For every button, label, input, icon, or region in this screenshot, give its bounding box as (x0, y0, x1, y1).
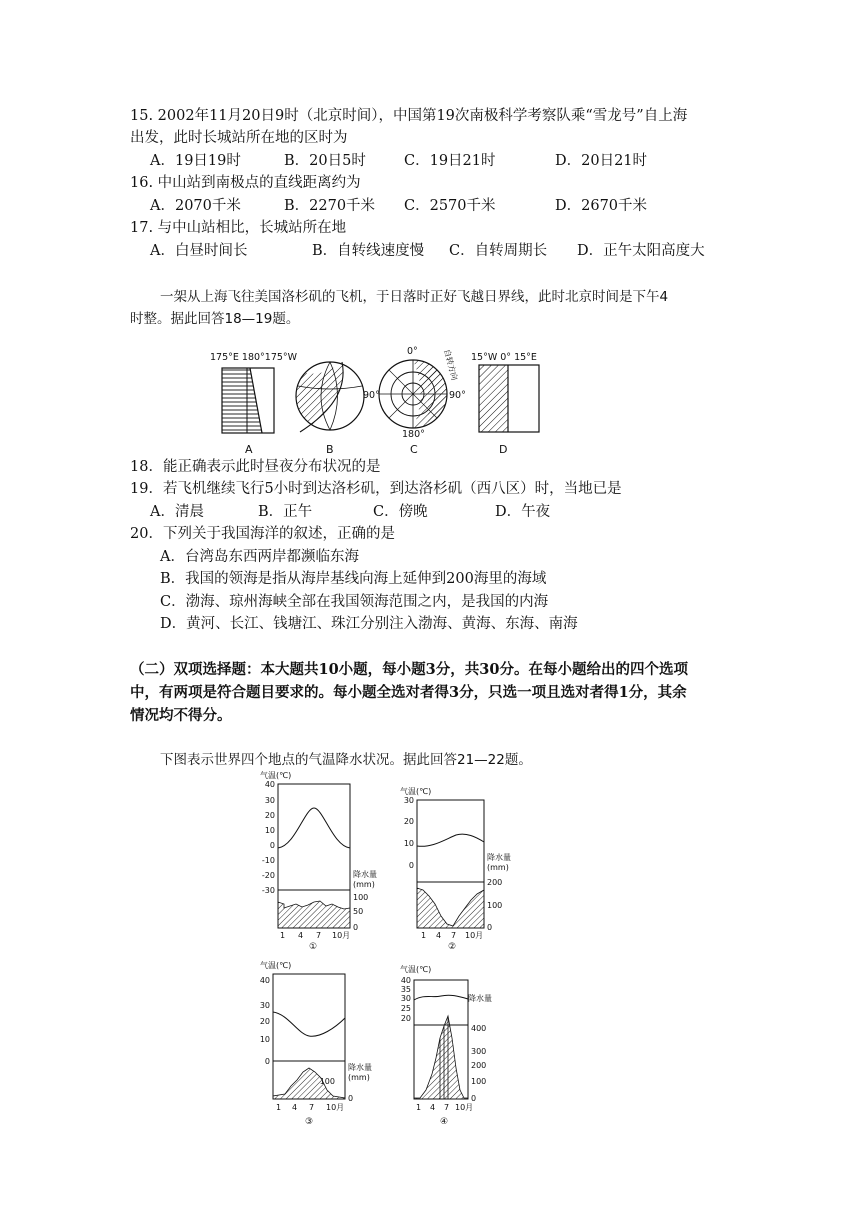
chart2-temp-axis-label: 气温(℃) (400, 787, 432, 796)
chart2-temp-tick: 10 (403, 839, 414, 848)
q20-option-b: B．我国的领海是指从海岸基线向海上延伸到200海里的海域 (160, 571, 547, 587)
q20-option-c: C．渤海、琼州海峡全部在我国领海范围之内，是我国的内海 (160, 594, 549, 610)
climate-charts (0, 768, 860, 1128)
q16-option-b: B．2270千米 (284, 198, 376, 214)
chart4-id: ④ (440, 1117, 449, 1127)
chart1-temp-axis-label: 气温(℃) (260, 771, 292, 780)
q15-option-c: C．19日21时 (404, 153, 496, 169)
q19-option-a: A．清晨 (150, 504, 204, 520)
chart1-temp-tick: -10 (261, 856, 275, 865)
chart1-precip-tick: 100 (353, 893, 369, 902)
q17-option-c: C．自转周期长 (449, 243, 548, 259)
chart2-precip-unit: (mm) (487, 863, 509, 872)
chart3-month: 4 (292, 1103, 298, 1112)
chart3-temp-tick: 30 (259, 1001, 270, 1010)
chart1-id: ① (309, 942, 318, 952)
chart4-temp-tick: 40 (400, 976, 411, 985)
chart2-precip-tick: 200 (487, 878, 503, 887)
chart3-temp-tick: 0 (264, 1057, 270, 1066)
chart4-month: 4 (430, 1103, 436, 1112)
fig-d-meridian-labels: 15°W 0° 15°E (471, 352, 537, 363)
chart2-month: 10月 (465, 931, 484, 940)
chart3-id: ③ (305, 1117, 314, 1127)
q19-option-b: B．正午 (258, 504, 313, 520)
chart1-month: 4 (298, 931, 304, 940)
chart1-temp-tick: -30 (261, 886, 275, 895)
q17-stem: 17. 与中山站相比，长城站所在地 (130, 220, 347, 236)
chart3-temp-axis-label: 气温(℃) (260, 961, 292, 970)
chart4-temp-tick: 25 (400, 1004, 411, 1013)
chart4-temp-tick: 35 (400, 985, 411, 994)
chart2-precip-tick: 0 (487, 923, 493, 932)
q17-option-a: A．白昼时间长 (150, 243, 248, 259)
chart4-month: 1 (416, 1103, 422, 1112)
chart2-precip-tick: 100 (487, 901, 503, 910)
chart3-precip-unit: (mm) (348, 1073, 370, 1082)
chart1-precip-unit: (mm) (353, 880, 375, 889)
q20-option-d: D．黄河、长江、钱塘江、珠江分别注入渤海、黄海、东海、南海 (160, 616, 578, 632)
chart4-temp-tick: 30 (400, 994, 411, 1003)
fig-c-right-label: 90° (449, 390, 466, 401)
q17-option-b: B．自转线速度慢 (312, 243, 425, 259)
chart4-precip-tick: 400 (471, 1024, 487, 1033)
chart4-temp-tick: 20 (400, 1014, 411, 1023)
q17-option-d: D．正午太阳高度大 (577, 243, 705, 259)
chart1-temp-tick: 10 (264, 826, 275, 835)
section2-line3: 情况均不得分。 (130, 707, 232, 724)
chart1-month: 1 (280, 931, 286, 940)
chart1-temp-tick: 0 (269, 841, 275, 850)
q19-stem: 19．若飞机继续飞行5小时到达洛杉矶，到达洛杉矶（西八区）时，当地已是 (130, 481, 622, 497)
intro-18-line2: 时整。据此回答18—19题。 (130, 311, 300, 327)
fig-b-diagram (296, 362, 364, 435)
fig-b-label: B (326, 443, 334, 456)
chart3-month: 7 (309, 1103, 315, 1112)
fig-c-left-label: 90° (363, 390, 380, 401)
section2-line2: 中，有两项是符合题目要求的。每小题全选对者得3分，只选一项且选对者得1分，其余 (130, 684, 687, 701)
chart1-month: 10月 (332, 931, 351, 940)
chart2-month: 4 (436, 931, 442, 940)
chart4-precip-axis-label: 降水量 (468, 994, 492, 1003)
chart1-temp-tick: -20 (261, 871, 275, 880)
chart3-precip-tick: 100 (319, 1077, 335, 1086)
chart3-precip-axis-label: 降水量 (348, 1063, 372, 1072)
fig-c-diagram (379, 358, 450, 432)
fig-a-meridian-labels: 175°E 180°175°W (210, 352, 298, 363)
climate-chart-1 (260, 770, 377, 952)
chart4-precip-tick: 0 (471, 1094, 477, 1103)
q18-stem: 18．能正确表示此时昼夜分布状况的是 (130, 459, 381, 475)
q15-option-b: B．20日5时 (284, 153, 366, 169)
chart3-temp-tick: 20 (259, 1017, 270, 1026)
chart2-temp-tick: 20 (403, 817, 414, 826)
chart2-id: ② (448, 942, 457, 952)
chart4-precip-tick: 100 (471, 1077, 487, 1086)
q16-option-c: C．2570千米 (404, 198, 496, 214)
climate-chart-2 (400, 786, 511, 952)
fig-c-label: C (410, 443, 418, 456)
chart1-precip-axis-label: 降水量 (353, 870, 377, 879)
q15-stem-line1: 15. 2002年11月20日9时（北京时间），中国第19次南极科学考察队乘“雪龙号”自上海 (130, 108, 688, 124)
chart3-temp-tick: 10 (259, 1035, 270, 1044)
fig-a-diagram (222, 368, 274, 433)
fig-d-diagram (479, 365, 539, 432)
q16-stem: 16. 中山站到南极点的直线距离约为 (130, 175, 361, 191)
section2-line1: （二）双项选择题：本大题共10小题，每小题3分，共30分。在每小题给出的四个选项 (130, 661, 688, 678)
q15-stem-line2: 出发，此时长城站所在地的区时为 (130, 130, 348, 146)
chart1-precip-tick: 50 (353, 907, 364, 916)
chart1-temp-tick: 40 (264, 780, 275, 789)
chart2-month: 7 (451, 931, 457, 940)
chart4-month: 7 (444, 1103, 450, 1112)
q20-option-a: A．台湾岛东西两岸都濒临东海 (160, 549, 359, 565)
q15-option-d: D．20日21时 (555, 153, 648, 169)
chart3-precip-tick: 0 (348, 1094, 354, 1103)
chart1-temp-tick: 20 (264, 811, 275, 820)
chart3-month: 1 (276, 1103, 282, 1112)
q20-stem: 20．下列关于我国海洋的叙述，正确的是 (130, 526, 395, 542)
chart2-temp-tick: 30 (403, 796, 414, 805)
chart4-precip-tick: 300 (471, 1047, 487, 1056)
climate-chart-3 (260, 960, 372, 1127)
day-night-figure (0, 340, 860, 460)
intro-18-line1: 一架从上海飞往美国洛杉矶的飞机，于日落时正好飞越日界线，此时北京时间是下午4 (160, 289, 669, 305)
fig-c-rotation-note: 自转方向 (442, 348, 460, 382)
chart1-precip-tick: 0 (353, 923, 359, 932)
q15-option-a: A．19日19时 (150, 153, 241, 169)
intro-21-text: 下图表示世界四个地点的气温降水状况。据此回答21—22题。 (160, 752, 532, 768)
chart3-month: 10月 (326, 1103, 345, 1112)
q16-option-d: D．2670千米 (555, 198, 648, 214)
chart3-temp-tick: 40 (259, 976, 270, 985)
fig-a-label: A (245, 443, 253, 456)
chart4-precip-tick: 200 (471, 1061, 487, 1070)
fig-c-bottom-label: 180° (402, 429, 425, 440)
q19-option-d: D．午夜 (495, 504, 551, 520)
chart2-temp-tick: 0 (408, 861, 414, 870)
chart2-month: 1 (421, 931, 427, 940)
chart1-temp-tick: 30 (264, 796, 275, 805)
chart2-precip-axis-label: 降水量 (487, 853, 511, 862)
q16-option-a: A．2070千米 (150, 198, 241, 214)
chart4-temp-axis-label: 气温(℃) (400, 965, 432, 974)
fig-c-top-label: 0° (407, 346, 418, 357)
chart4-month: 10月 (455, 1103, 474, 1112)
fig-d-label: D (499, 443, 508, 456)
climate-chart-4 (400, 964, 492, 1127)
q19-option-c: C．傍晚 (373, 504, 428, 520)
chart1-month: 7 (316, 931, 322, 940)
